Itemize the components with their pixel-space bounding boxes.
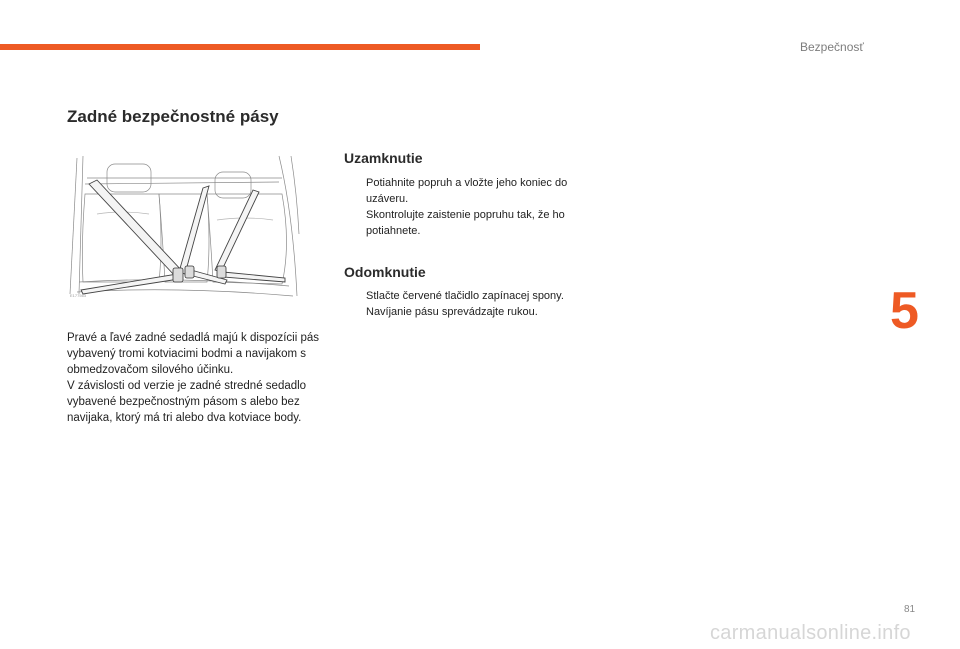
list-item [344, 207, 596, 239]
arrow-bullet-icon [344, 304, 366, 320]
unlocking-heading: Odomknutie [344, 264, 426, 280]
list-item [344, 304, 596, 320]
arrow-bullet-icon [344, 207, 366, 239]
page-number: 81 [904, 604, 916, 615]
list-item-text: Navíjanie pásu sprevádzajte rukou. [366, 306, 538, 318]
header-accent-bar [0, 44, 480, 50]
list-item [344, 288, 596, 304]
list-item-text: Stlačte červené tlačidlo zapínacej spony. [366, 290, 564, 302]
section-title: Bezpečnosť [800, 40, 864, 54]
illustration-code: E177563 [70, 293, 87, 298]
arrow-bullet-icon [344, 175, 366, 207]
rear-seat-belt-illustration [67, 154, 300, 300]
watermark[interactable]: carmanualsonline.info [710, 622, 911, 644]
list-item-text: Potiahnite popruh a vložte jeho koniec do uzáveru. [366, 177, 568, 205]
unlocking-steps [344, 288, 596, 320]
page-title: Zadné bezpečnostné pásy [67, 107, 279, 126]
description-text: Pravé a ľavé zadné sedadlá majú k dispozícii pás vybavený tromi kotviacimi bodmi a navijakom s obmedzovačom silového účinku. V závislosti od verzie je zadné stredné sedadlo vybavené bezpečnostným pásom s alebo bez navijaka, ktorý má tri alebo dva kotviace body. [67, 332, 320, 424]
chapter-number: 5 [890, 282, 919, 340]
arrow-bullet-icon [344, 288, 366, 304]
list-item [344, 175, 596, 207]
locking-steps [344, 175, 596, 239]
locking-heading: Uzamknutie [344, 150, 423, 166]
list-item-text: Skontrolujte zaistenie popruhu tak, že ho potiahnete. [366, 209, 565, 237]
